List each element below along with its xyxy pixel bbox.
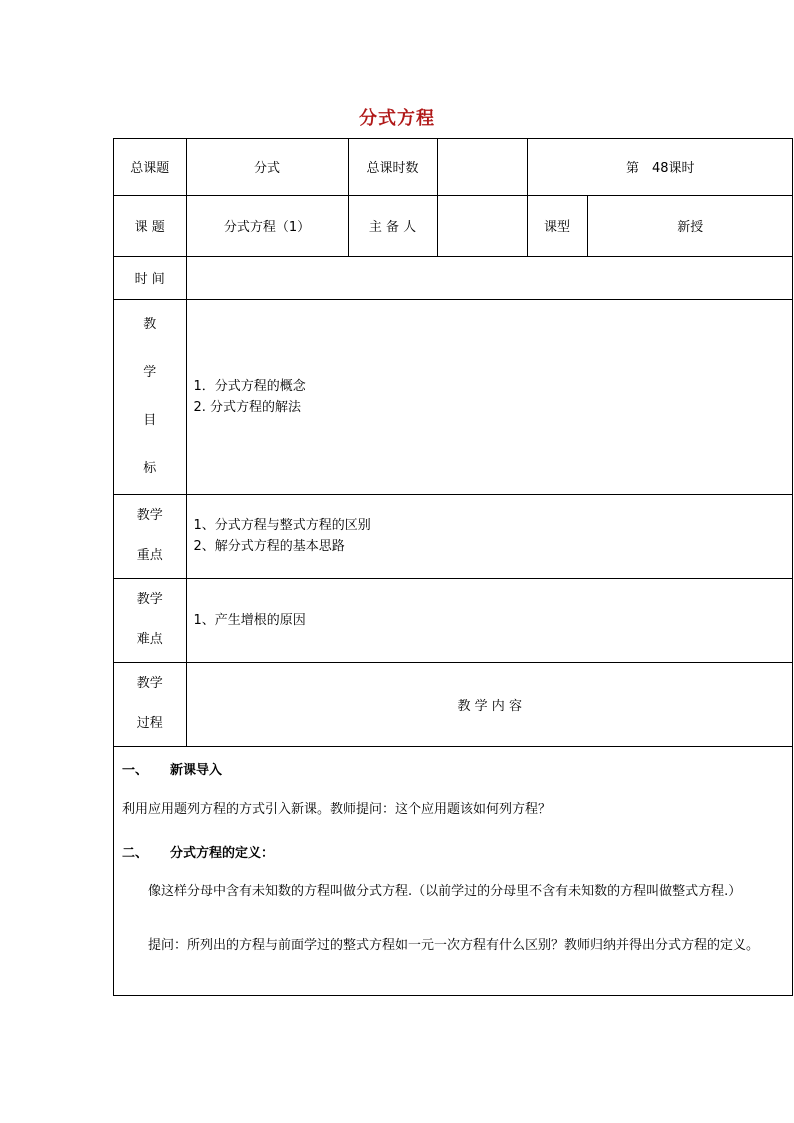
process-label <box>114 662 186 746</box>
difficulties-content <box>186 578 793 662</box>
key-point-item: 1、分式方程与整式方程的区别 <box>193 518 371 533</box>
difficulties-label-line: 难点 <box>136 632 163 647</box>
objectives-label-char: 目 <box>143 412 157 428</box>
section-title: 新课导入 <box>170 763 223 778</box>
process-label-line: 过程 <box>136 716 163 731</box>
lesson-number: 第 48课时 <box>527 139 793 195</box>
total-topic-label: 总课题 <box>114 139 186 195</box>
lesson-plan-frame <box>113 138 793 996</box>
paragraph: 利用应用题列方程的方式引入新课。教师提问：这个应用题该如何列方程？ <box>122 802 552 817</box>
objective-item: 2. 分式方程的解法 <box>193 399 302 415</box>
objectives-label-char: 标 <box>143 460 157 476</box>
row-topic <box>114 195 793 256</box>
objectives-content <box>186 299 793 494</box>
row-difficulties <box>114 578 793 662</box>
total-hours-label: 总课时数 <box>348 139 437 195</box>
preparer-value <box>437 195 527 256</box>
row-total-topic <box>114 139 793 195</box>
time-value <box>186 256 793 299</box>
section-number: 二、 <box>122 846 149 861</box>
section-heading <box>122 759 222 778</box>
row-time <box>114 256 793 299</box>
process-content-label: 教 学 内 容 <box>186 662 793 746</box>
section-title: 分式方程的定义： <box>170 846 275 861</box>
objectives-label-char: 教 <box>143 316 157 332</box>
key-points-label <box>114 494 186 578</box>
document-title: 分式方程 <box>359 108 435 129</box>
process-label-line: 教学 <box>136 676 163 691</box>
topic-value: 分式方程（1） <box>186 195 348 256</box>
objective-item: 1．分式方程的概念 <box>193 378 306 394</box>
section-number: 一、 <box>122 763 149 778</box>
objectives-label-char: 学 <box>143 364 157 380</box>
preparer-label: 主 备 人 <box>348 195 437 256</box>
type-value: 新授 <box>587 195 793 256</box>
total-hours-value <box>437 139 527 195</box>
topic-label: 课 题 <box>114 195 186 256</box>
time-label: 时 间 <box>114 256 186 299</box>
key-points-label-line: 教学 <box>136 508 163 523</box>
key-points-label-line: 重点 <box>136 548 163 563</box>
difficulties-label-line: 教学 <box>136 592 163 607</box>
section-heading <box>122 842 274 861</box>
row-key-points <box>114 494 793 578</box>
type-label: 课型 <box>527 195 587 256</box>
paragraph: 像这样分母中含有未知数的方程叫做分式方程.（以前学过的分母里不含有未知数的方程叫做整式方程.） <box>148 884 742 899</box>
row-objectives <box>114 299 793 494</box>
lesson-plan-table <box>114 139 793 747</box>
objectives-label <box>114 299 186 494</box>
difficulty-item: 1、产生增根的原因 <box>193 612 306 628</box>
total-topic-value: 分式 <box>186 139 348 195</box>
paragraph: 提问：所列出的方程与前面学过的整式方程如一元一次方程有什么区别？教师归纳并得出分式方程的定义。 <box>148 938 760 953</box>
row-process <box>114 662 793 746</box>
key-point-item: 2、解分式方程的基本思路 <box>193 539 345 554</box>
difficulties-label <box>114 578 186 662</box>
key-points-content <box>186 494 793 578</box>
